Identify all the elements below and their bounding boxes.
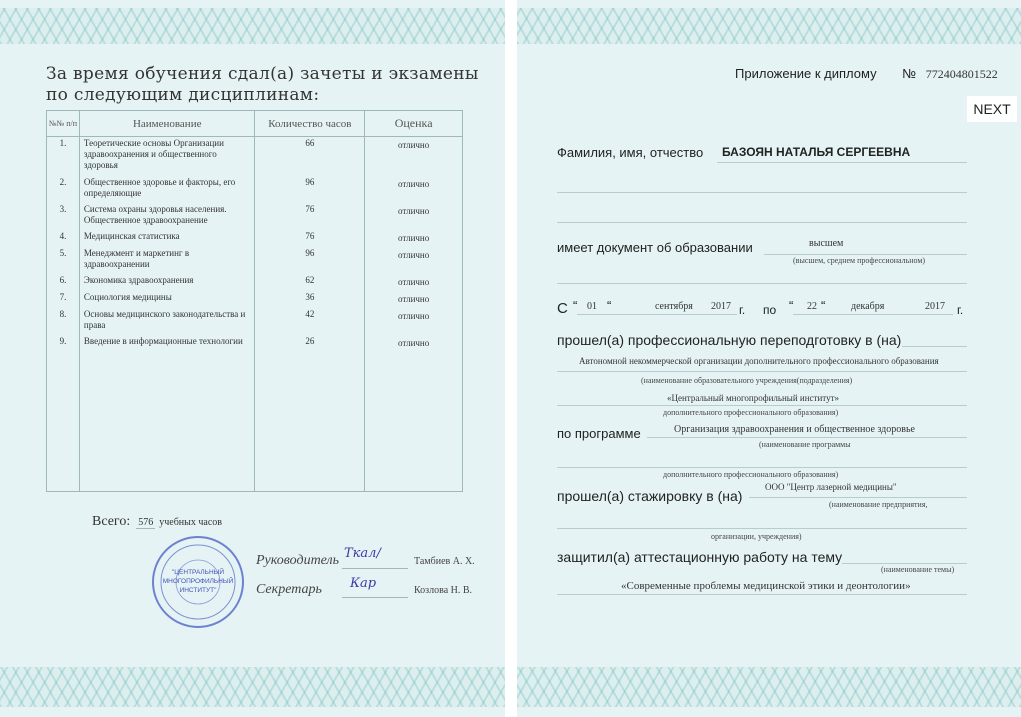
from-year: 2017 (711, 301, 731, 312)
row-subject: Экономика здравоохранения (79, 274, 255, 291)
svg-text:ИНСТИТУТ": ИНСТИТУТ" (179, 587, 217, 594)
row-num: 3. (47, 203, 80, 230)
subjects-heading: За время обучения сдал(а) зачеты и экзамены по следующим дисциплинам: (46, 64, 479, 105)
row-grade: отлично (365, 230, 463, 247)
row-grade: отлично (365, 291, 463, 308)
blank-line-3 (557, 283, 967, 284)
grades-table-header (47, 111, 463, 137)
fio-value: БАЗОЯН НАТАЛЬЯ СЕРГЕЕВНА (722, 145, 911, 159)
diploma-number: 772404801522 (925, 67, 998, 81)
education-value: высшем (809, 238, 844, 249)
thesis-hint: (наименование темы) (881, 565, 955, 574)
blank-line-1 (557, 192, 967, 193)
row-hours: 76 (255, 230, 365, 247)
secretary-label: Секретарь (256, 582, 322, 597)
col-header-num: №№ п/п (47, 111, 80, 137)
row-num: 1. (47, 137, 80, 177)
total-label: Всего: (92, 514, 131, 529)
row-num: 8. (47, 308, 80, 335)
internship-hint-1: (наименование предприятия, (829, 500, 928, 509)
thesis-underline (842, 563, 967, 564)
col-header-name: Наименование (79, 111, 255, 137)
empty-cell (47, 352, 80, 492)
diploma-right-page (517, 0, 1021, 717)
blank-line-2 (557, 222, 967, 223)
secretary-name: Козлова Н. В. (414, 585, 473, 596)
from-date-underline (577, 314, 737, 315)
row-hours: 96 (255, 247, 365, 274)
svg-text:"ЦЕНТРАЛЬНЫЙ: "ЦЕНТРАЛЬНЫЙ (171, 569, 225, 576)
empty-cell (255, 352, 365, 492)
to-day: 22 (807, 301, 817, 312)
appendix-header (735, 66, 998, 82)
education-underline (764, 254, 967, 255)
quote-open-2: “ (789, 298, 794, 313)
org-hint-2: дополнительного профессионального образования) (663, 408, 839, 417)
row-num: 9. (47, 335, 80, 352)
number-sign: № (902, 66, 917, 81)
internship-value: ООО "Центр лазерной медицины" (765, 482, 897, 492)
table-row (47, 247, 463, 274)
org-underline-1 (557, 371, 967, 372)
row-subject: Теоретические основы Организации здравоохранения и общественного здоровья (79, 137, 255, 177)
row-grade: отлично (365, 308, 463, 335)
row-subject: Социология медицины (79, 291, 255, 308)
row-hours: 36 (255, 291, 365, 308)
next-button[interactable]: NEXT (967, 96, 1017, 122)
row-num: 6. (47, 274, 80, 291)
row-grade: отлично (365, 247, 463, 274)
retraining-label: прошел(а) профессиональную переподготовку в (на) (557, 332, 902, 348)
to-date-underline (793, 314, 953, 315)
row-subject: Медицинская статистика (79, 230, 255, 247)
program-hint-2: дополнительного профессионального образования) (663, 470, 839, 479)
table-row (47, 203, 463, 230)
thesis-label: защитил(а) аттестационную работу на тему (557, 549, 843, 565)
table-row (47, 230, 463, 247)
internship-underline-2 (557, 528, 967, 529)
thesis-value: «Современные проблемы медицинской этики и деонтологии» (621, 580, 911, 592)
total-value: 576 (138, 517, 154, 528)
row-hours: 26 (255, 335, 365, 352)
fio-label: Фамилия, имя, отчество (557, 145, 704, 160)
director-handwritten-signature: Ткал/ (344, 546, 381, 561)
empty-cell (365, 352, 463, 492)
quote-open-1: “ (573, 298, 578, 313)
diploma-left-page (0, 0, 505, 717)
total-unit: учебных часов (159, 517, 222, 528)
director-label: Руководитель (256, 553, 340, 568)
row-num: 5. (47, 247, 80, 274)
fio-underline (717, 162, 967, 163)
row-hours: 96 (255, 176, 365, 203)
org-line-2: «Центральный многопрофильный институт» (667, 393, 840, 403)
row-grade: отлично (365, 203, 463, 230)
row-num: 4. (47, 230, 80, 247)
program-underline-2 (557, 467, 967, 468)
row-subject: Менеджмент и маркетинг в здравоохранении (79, 247, 255, 274)
total-hours (92, 514, 222, 530)
row-subject: Введение в информационные технологии (79, 335, 255, 352)
to-year-suffix: г. (957, 303, 964, 317)
director-name: Тамбиев А. Х. (414, 556, 475, 567)
internship-underline (749, 497, 967, 498)
row-hours: 42 (255, 308, 365, 335)
row-num: 7. (47, 291, 80, 308)
from-year-suffix: г. (739, 303, 746, 317)
to-month: декабря (851, 301, 885, 312)
program-hint-1: (наименование программы (759, 440, 851, 449)
svg-text:МНОГОПРОФИЛЬНЫЙ: МНОГОПРОФИЛЬНЫЙ (162, 578, 234, 585)
internship-hint-2: организации, учреждения) (711, 532, 802, 541)
period-label-from: С (557, 300, 568, 317)
table-row (47, 274, 463, 291)
quote-close-1: “ (607, 298, 612, 313)
row-subject: Основы медицинского законодательства и права (79, 308, 255, 335)
row-grade: отлично (365, 176, 463, 203)
org-line-1: Автономной некоммерческой организации дополнительного профессионального образования (579, 356, 939, 366)
program-label: по программе (557, 426, 641, 441)
table-empty-space (47, 352, 463, 492)
decorative-border-bottom (0, 667, 505, 707)
row-subject: Система охраны здоровья населения. Общественное здравоохранение (79, 203, 255, 230)
education-label: имеет документ об образовании (557, 240, 753, 255)
to-year: 2017 (925, 301, 945, 312)
row-subject: Общественное здоровье и факторы, его определяющие (79, 176, 255, 203)
row-grade: отлично (365, 137, 463, 177)
decorative-border-top (517, 8, 1021, 44)
table-row (47, 176, 463, 203)
col-header-grade: Оценка (365, 111, 463, 137)
page-gutter (505, 0, 517, 717)
row-grade: отлично (365, 335, 463, 352)
period-label-to: по (763, 303, 777, 317)
row-hours: 66 (255, 137, 365, 177)
col-header-hours: Количество часов (255, 111, 365, 137)
quote-close-2: “ (821, 298, 826, 313)
institute-stamp (150, 534, 246, 630)
education-hint: (высшем, среднем профессиональном) (793, 256, 926, 265)
decorative-border-top (0, 8, 505, 44)
decorative-border-bottom (517, 667, 1021, 707)
secretary-handwritten-signature: Кар (350, 576, 377, 591)
org-hint: (наименование образовательного учреждения(подразделения) (641, 376, 853, 385)
appendix-label: Приложение к диплому (735, 66, 877, 81)
row-hours: 62 (255, 274, 365, 291)
program-underline (647, 437, 967, 438)
internship-label: прошел(а) стажировку в (на) (557, 488, 743, 504)
from-month: сентября (655, 301, 693, 312)
thesis-underline-2 (557, 594, 967, 595)
row-hours: 76 (255, 203, 365, 230)
table-row (47, 335, 463, 352)
retraining-underline (902, 346, 967, 347)
grades-table (46, 110, 463, 492)
table-row (47, 308, 463, 335)
row-num: 2. (47, 176, 80, 203)
org-underline-2 (557, 405, 967, 406)
empty-cell (79, 352, 255, 492)
from-day: 01 (587, 301, 597, 312)
table-row (47, 137, 463, 177)
program-value: Организация здравоохранения и общественное здоровье (674, 424, 915, 435)
table-row (47, 291, 463, 308)
row-grade: отлично (365, 274, 463, 291)
